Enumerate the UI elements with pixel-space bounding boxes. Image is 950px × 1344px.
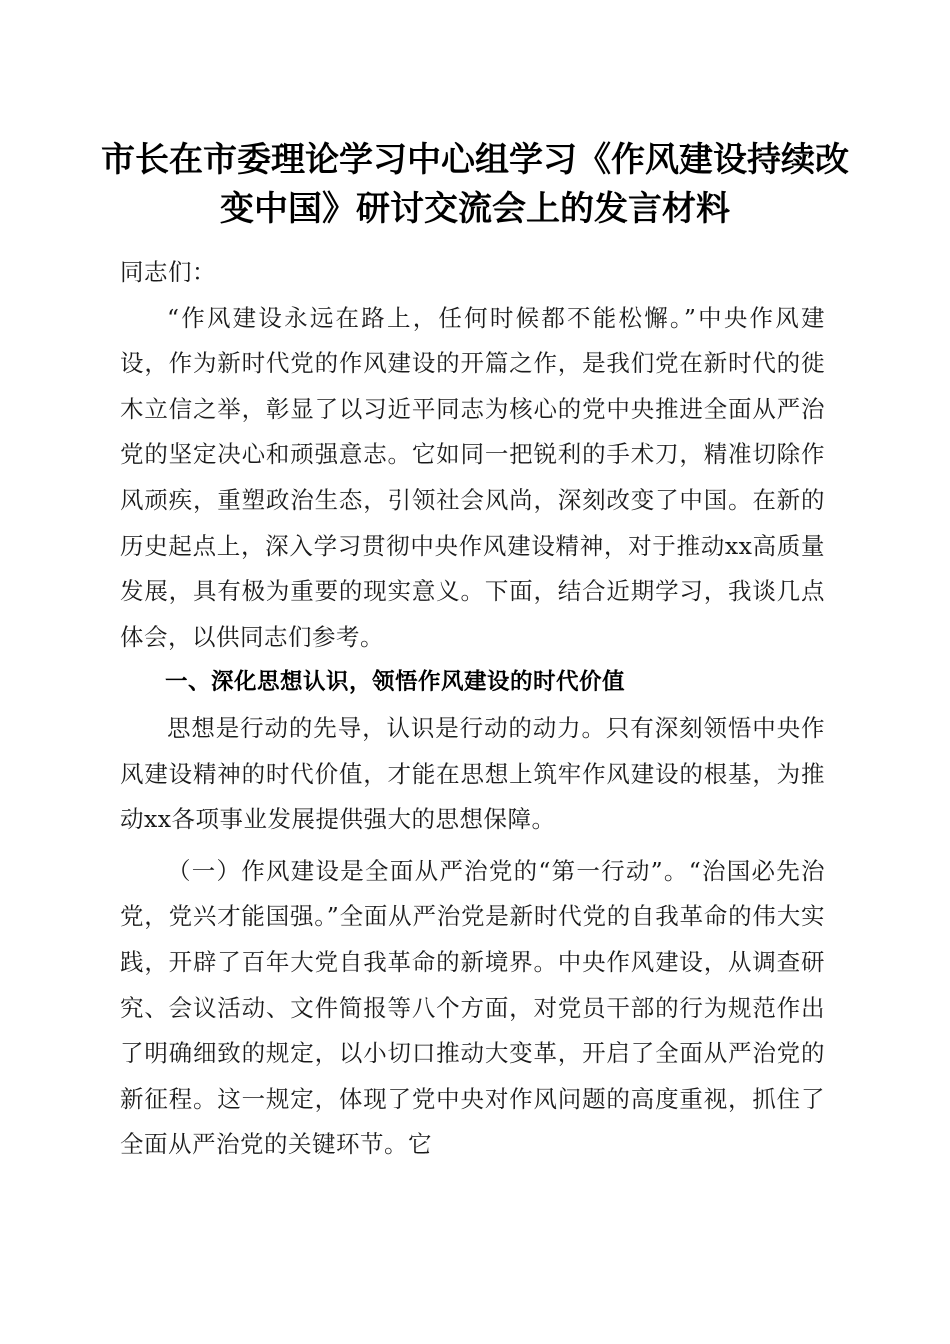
opening-paragraph: “作风建设永远在路上，任何时候都不能松懈。”中央作风建设，作为新时代党的作风建设的开篇之作，是我们党在新时代的徙木立信之举，彰显了以习近平同志为核心的党中央推进全面从严治党的坚定决心和顽强意志。它如同一把锐利的手术刀，精准切除作风顽疾，重塑政治生态，引领社会风尚，深刻改变了中国。在新的历史起点上，深入学习贯彻中央作风建设精神，对于推动xx高质量发展，具有极为重要的现实意义。下面，结合近期学习，我谈几点体会，以供同志们参考。: [120, 303, 825, 651]
document-body: [120, 250, 825, 1168]
salutation: 同志们：: [120, 258, 216, 286]
document-title: 市长在市委理论学习中心组学习《作风建设持续改变中国》研讨交流会上的发言材料: [101, 140, 849, 229]
sub-point-paragraph-1: （一）作风建设是全面从严治党的“第一行动”。“治国必先治党，党兴才能国强。”全面从严治党是新时代党的自我革命的伟大实践，开辟了百年大党自我革命的新境界。中央作风建设，从调查研究、会议活动、文件简报等八个方面，对党员干部的行为规范作出了明确细致的规定，以小切口推动大变革，开启了全面从严治党的新征程。这一规定，体现了党中央对作风问题的高度重视，抓住了全面从严治党的关键环节。它: [120, 856, 825, 1159]
section-intro-paragraph: 思想是行动的先导，认识是行动的动力。只有深刻领悟中央作风建设精神的时代价值，才能在思想上筑牢作风建设的根基，为推动xx各项事业发展提供强大的思想保障。: [120, 713, 825, 834]
section-heading-1: 一、深化思想认识，领悟作风建设的时代价值: [165, 669, 626, 696]
